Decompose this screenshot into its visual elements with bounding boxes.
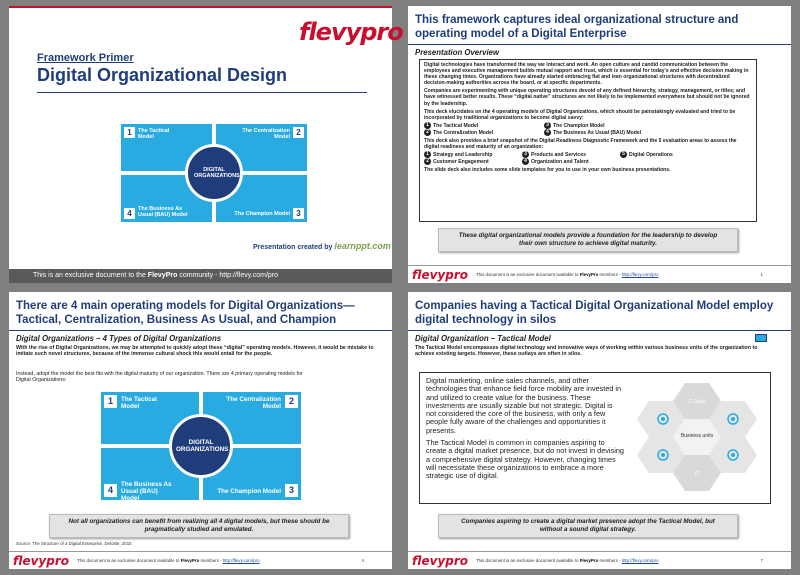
overview-paragraph: Companies are experimenting with unique operating structures devoid of any defined hierarchy, strategy, management, or titles; and have witnessed better results. These “digital native” structures are not likely to be implemented everywhere but should not be ignored by the leadership. <box>424 88 750 107</box>
quadrant-label: The Business As Usual (BAU) Model <box>121 481 172 502</box>
banner-text: This is an exclusive document to the <box>33 272 146 279</box>
overview-box <box>419 59 757 222</box>
flevypro-logo: flevypro <box>412 268 468 282</box>
footer-text: This document is an exclusive document available to FlevyPro members - http://flevy.com/pro <box>476 272 659 277</box>
callout-box: Not all organizations can benefit from realizing all 4 digital models, but these should be pragmatically studied and emulated. <box>49 514 349 538</box>
overview-paragraph: This deck also provides a brief snapshot of the Digital Readiness Diagnostic Framework and the 5 evaluation areas to assess the digital readiness and maturity of an organization: <box>424 137 737 150</box>
overview-paragraph: This deck elucidates on the 4 operating models of Digital Organizations, which should be painstakingly evaluated and tried to be incorporated by traditional organizations to become digital savvy: <box>424 108 736 121</box>
footer-text: This document is an exclusive document available to FlevyPro members - http://flevy.com/pro <box>77 558 260 563</box>
slide-footer <box>9 551 392 569</box>
framework-primer-label: Framework Primer <box>37 52 134 64</box>
areas-list <box>424 151 752 165</box>
title-divider <box>408 330 791 331</box>
slide-title: This framework captures ideal organizational structure and operating model of a Digital Enterprise <box>415 14 739 40</box>
center-label: DIGITAL ORGANIZATIONS <box>194 167 240 179</box>
exclusive-banner <box>9 269 392 283</box>
list-item: 2 Customer Engagement <box>424 158 522 165</box>
description-paragraph: The Tactical Model is common in companies aspiring to create a digital market presence, but do not invest in devising a comprehensive digital strategy. However, changing times will necessitate these organizations to embrace a more strategic use of digital. <box>426 438 624 481</box>
intro-paragraph: With the rise of Digital Organizations, we may be attempted to quickly adopt these “digital” operating models. However, it would be mistake to imitate such novel structures, because of the immense cultural shock this would entail for the people. <box>16 345 374 358</box>
title-divider <box>9 330 392 331</box>
center-label: DIGITAL ORGANIZATIONS <box>176 439 229 453</box>
description-box <box>419 372 771 504</box>
hex-label-center: Business units <box>680 433 714 439</box>
list-item: 2 The Centralization Model <box>424 129 544 136</box>
flevypro-logo: flevypro <box>412 554 468 568</box>
quadrant-number: 4 <box>104 484 117 497</box>
slide-title: There are 4 main operating models for Digital Organizations—Tactical, Centralization, Business As Usual, and Champion <box>16 300 355 326</box>
section-subtitle: Presentation Overview <box>415 48 500 57</box>
operating-models-diagram <box>121 124 307 222</box>
page-number: 4 <box>361 558 364 563</box>
list-item: 4 The Business As Usual (BAU) Model <box>544 129 744 136</box>
slide-thumbnail-3[interactable] <box>9 292 392 569</box>
target-icon-dot <box>661 453 665 457</box>
quadrant-label: The Business As Usual (BAU) Model <box>138 206 188 218</box>
top-accent-bar <box>9 6 392 8</box>
slide-thumbnail-4[interactable] <box>408 292 791 569</box>
hexagon-diagram <box>645 381 765 499</box>
banner-link: community - http://flevy.com/pro <box>179 272 279 279</box>
page-number: 7 <box>760 558 763 563</box>
slide-thumbnail-1[interactable] <box>9 6 403 283</box>
callout-box: These digital organizational models provide a foundation for the leadership to develop their own structure to achieve digital maturity. <box>438 228 738 252</box>
slide-footer <box>408 265 791 283</box>
models-list <box>424 122 752 136</box>
callout-box: Companies aspiring to create a digital market presence adopt the Tactical Model, but without a sound digital strategy. <box>438 514 738 538</box>
section-subtitle: Digital Organization – Tactical Model <box>415 334 551 343</box>
quadrant-label: The Champion Model <box>234 211 290 217</box>
model-icon <box>755 334 767 342</box>
target-icon-dot <box>731 453 735 457</box>
target-icon-dot <box>661 417 665 421</box>
quadrant-label: The Tactical Model <box>138 128 170 140</box>
quadrant-number: 1 <box>104 395 117 408</box>
slide-footer <box>408 551 791 569</box>
list-item: 1 The Tactical Model <box>424 122 544 129</box>
title-divider <box>408 44 791 45</box>
page-number: 1 <box>760 272 763 277</box>
quadrant-number: 4 <box>124 208 135 219</box>
list-item: 3 Products and Services <box>522 151 620 158</box>
hex-label-top: C-Suite <box>688 399 706 405</box>
overview-paragraph: The slide deck also includes some slide templates for you to use in your own business presentations. <box>424 167 671 174</box>
quadrant-label: The Tactical Model <box>121 396 157 410</box>
created-by-text: Presentation created by <box>253 244 333 251</box>
list-item: 4 Organization and Talent <box>522 158 620 165</box>
footer-text: This document is an exclusive document available to FlevyPro members - http://flevy.com/pro <box>476 558 659 563</box>
slide-thumbnail-2[interactable] <box>408 6 791 283</box>
overview-paragraph: Digital technologies have transformed the way we interact and work. An open culture and candid communication between the employees and executive management builds mutual rapport and trust, which is essential for today's and effective decision making in these changing times. Organizations have already started embracing flat and lean organizational structures with decentralized decision-making authorities across the board, or at specific departments. <box>424 62 749 87</box>
learnppt-logo: learnppt.com <box>334 241 391 251</box>
flevypro-logo: flevypro <box>13 554 69 568</box>
intro-paragraph: The Tactical Model encompasses digital technology and innovative ways of working within various business units of the organization to achieve existing targets. However, these outlays are often in silos. <box>415 345 758 358</box>
quadrant-number: 2 <box>293 127 304 138</box>
list-item: 1 Strategy and Leadership <box>424 151 522 158</box>
operating-models-diagram <box>101 392 301 500</box>
quadrant-number: 3 <box>285 484 298 497</box>
description-paragraph: Digital marketing, online sales channels, and other technologies that enhance field force mobility are invested in and utilized to create value for the business. These investments are usually sizable but not strategic. Digital is not considered the core of the business, with only a few people fully aware of the challenges and opportunities it presents. <box>426 376 622 435</box>
flevypro-logo: flevypro <box>299 18 403 46</box>
quadrant-number: 3 <box>293 208 304 219</box>
list-item: 3 The Champion Model <box>544 122 744 129</box>
list-item: 5 Digital Operations <box>620 151 740 158</box>
hex-label-bottom: IT <box>694 471 700 477</box>
created-by <box>253 241 391 251</box>
banner-brand: FlevyPro <box>147 272 178 279</box>
quadrant-number: 1 <box>124 127 135 138</box>
section-subtitle: Digital Organizations – 4 Types of Digital Organizations <box>16 334 222 343</box>
deck-title: Digital Organizational Design <box>37 65 288 85</box>
source-note: Source: The Structure of a Digital Enterprise, Deloitte, 2015 <box>16 541 132 546</box>
slide-title: Companies having a Tactical Digital Organizational Model employ digital technology in silos <box>415 300 774 326</box>
intro-paragraph: Instead, adopt the model the best fits with the digital maturity of our organization. There are 4 primary operating models for Digital Organizations: <box>16 371 303 384</box>
center-circle <box>169 414 233 478</box>
center-circle <box>185 144 243 202</box>
target-icon-dot <box>731 417 735 421</box>
quadrant-label: The Champion Model <box>217 488 281 495</box>
quadrant-label: The Centralization Model <box>242 128 290 140</box>
title-divider <box>37 92 367 93</box>
quadrant-label: The Centralization Model <box>226 396 281 410</box>
quadrant-number: 2 <box>285 395 298 408</box>
